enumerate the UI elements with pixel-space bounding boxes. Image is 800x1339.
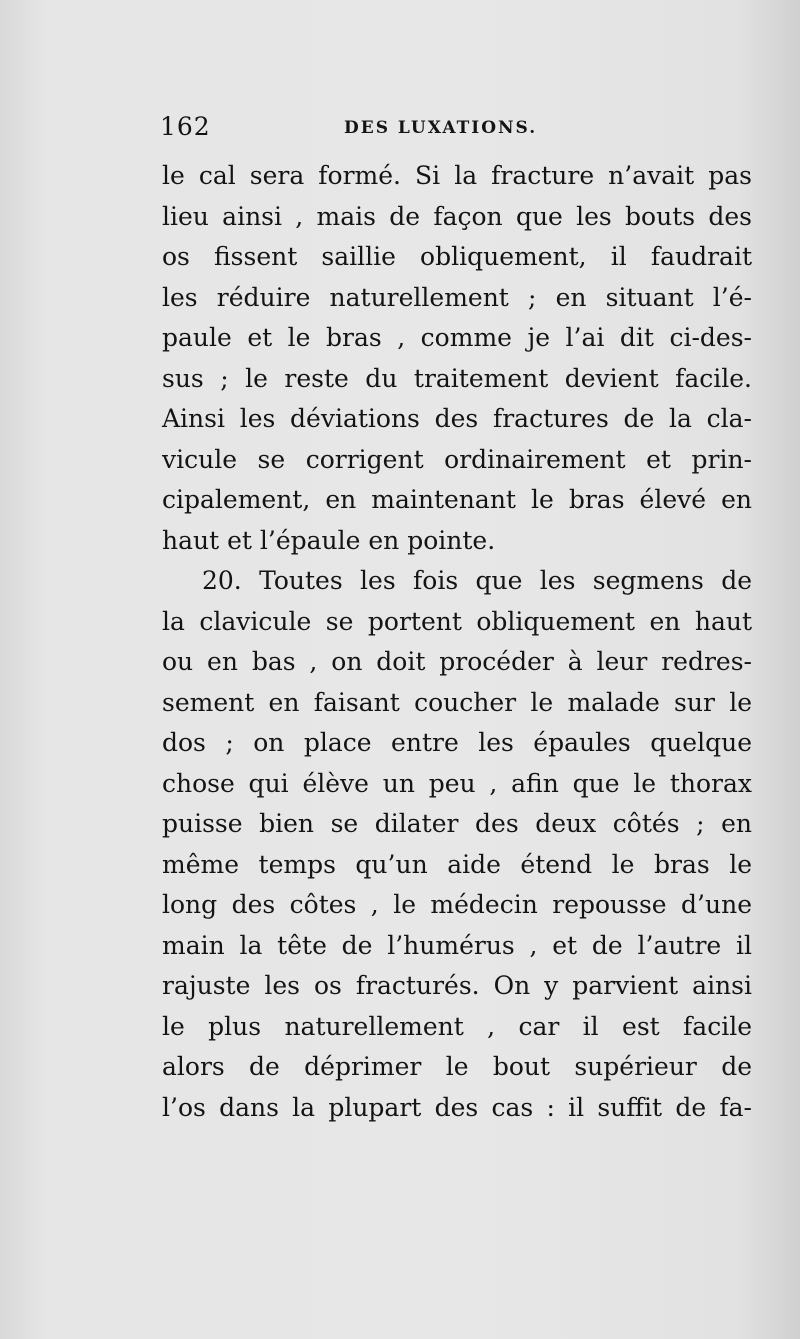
text-line: os fissent saillie obliquement, il faudrait <box>162 242 752 271</box>
body-text <box>162 156 752 1128</box>
text-line: chose qui élève un peu , afin que le thorax <box>162 768 752 798</box>
text-line: haut et l’épaule en pointe. <box>162 525 496 555</box>
text-line: sement en faisant coucher le malade sur le <box>162 687 752 717</box>
text-line: ou en bas , on doit procéder à leur redres- <box>162 647 752 676</box>
text-line: lieu ainsi , mais de façon que les bouts des <box>162 201 752 231</box>
text-line: paule et le bras , comme je l’ai dit ci-des- <box>162 323 752 352</box>
text-line: cipalement, en maintenant le bras élevé en <box>162 485 752 514</box>
text-line: Ainsi les déviations des fractures de la cla- <box>162 404 752 433</box>
text-line: puisse bien se dilater des deux côtés ; en <box>162 809 752 838</box>
text-line: alors de déprimer le bout supérieur de <box>162 1052 752 1081</box>
text-line: 20. Toutes les fois que les segmens de <box>202 566 752 595</box>
text-line: main la tête de l’humérus , et de l’autre il <box>162 930 752 960</box>
text-line: l’os dans la plupart des cas : il suffit de fa- <box>162 1092 752 1122</box>
text-line: le plus naturellement , car il est facile <box>162 1011 752 1041</box>
text-line: rajuste les os fracturés. On y parvient ainsi <box>162 971 752 1000</box>
page-number: 162 <box>160 112 211 141</box>
text-line: long des côtes , le médecin repousse d’une <box>162 890 752 919</box>
text-line: le cal sera formé. Si la fracture n’avait pas <box>162 161 752 190</box>
text-line: les réduire naturellement ; en situant l’é- <box>162 282 752 312</box>
running-head: DES LUXATIONS. <box>344 118 538 138</box>
text-line: la clavicule se portent obliquement en haut <box>162 606 752 636</box>
text-line: vicule se corrigent ordinairement et prin- <box>162 444 752 474</box>
text-line: sus ; le reste du traitement devient facile. <box>162 363 752 393</box>
text-line: dos ; on place entre les épaules quelque <box>162 728 752 757</box>
text-line: même temps qu’un aide étend le bras le <box>162 849 752 879</box>
